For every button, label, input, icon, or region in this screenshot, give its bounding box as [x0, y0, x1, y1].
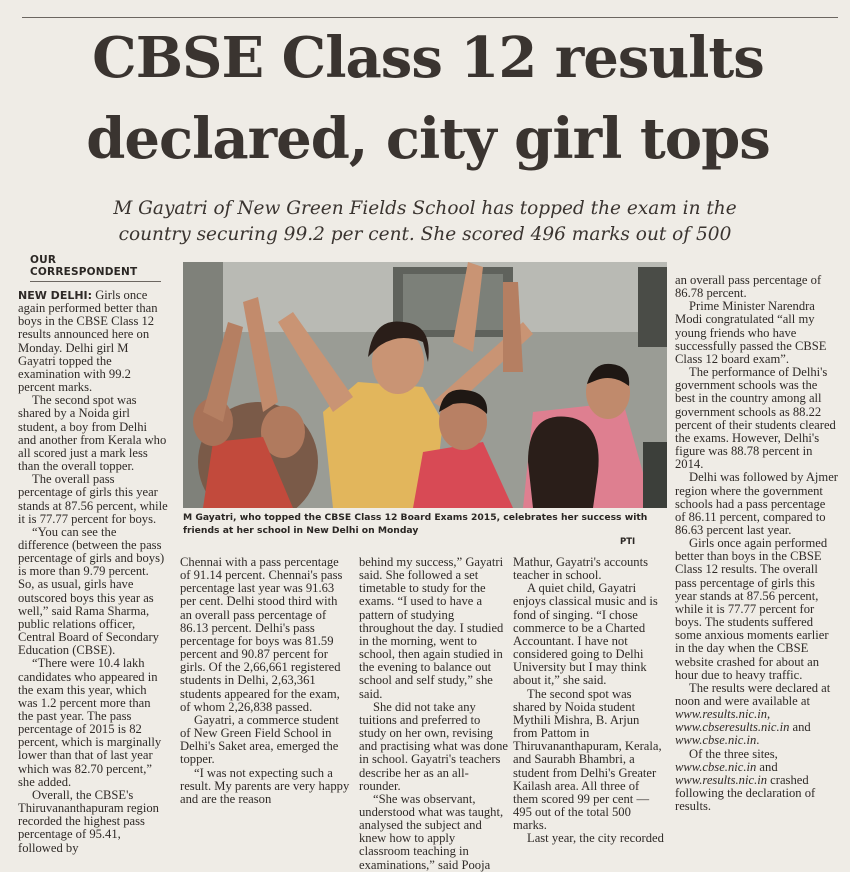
article-paragraph: Overall, the CBSE's Thiruvananthapuram region recorded the highest pass percentage of 95.41, followed by — [18, 787, 159, 855]
website-link[interactable]: www.cbse.nic.in — [675, 733, 757, 748]
news-photo — [183, 262, 667, 508]
article-paragraph — [18, 289, 168, 394]
article-column-5 — [675, 274, 838, 813]
article-paragraph: Mathur, Gayatri's accounts teacher in school. — [513, 555, 649, 583]
dateline: NEW DELHI: — [18, 289, 93, 302]
article-paragraph: Gayatri, a commerce student of New Green Field School in Delhi's Saket area, emerged the topper. — [180, 712, 339, 767]
headline-line-2: declared, city girl tops — [86, 106, 770, 172]
article-paragraph: “There were 10.4 lakh candidates who appeared in the exam this year, which was 1.2 percent more than the past year. The pass percentage of 2015 is 82 percent, which is marginally lower than that of last year which was 82.70 percent,” she added. — [18, 656, 162, 789]
article-paragraph: The performance of Delhi's government schools was the best in the country among all government schools as 88.22 percent of their students cleared the exams. However, Delhi's figure was 88.78 percent in 2014. — [675, 365, 836, 472]
article-paragraph: The overall pass percentage of girls this year stands at 87.56 percent, while it is 77.77 percent for boys. — [18, 472, 168, 526]
article-column-3 — [359, 556, 509, 872]
paragraph-text: The results were declared at noon and were available at — [675, 680, 831, 708]
article-paragraph: Chennai with a pass percentage of 91.14 percent. Chennai's pass percentage last year was 91.63 per cent. Delhi stood third with an overall pass percentage of 86.13 percent. Delhi's pass percentage for boys was 81.59 percent and 90.87 percent for girls. Of the 2,66,661 registered students in Delhi, 2,63,361 students appeared for the exam, of whom 2,26,838 passed. — [180, 555, 343, 714]
byline: OUR CORRESPONDENT — [30, 254, 161, 282]
paragraph-text: crashed following the declaration of results. — [675, 772, 816, 814]
top-rule — [22, 17, 838, 18]
photo-illustration — [183, 262, 667, 508]
deck-line-2: country securing 99.2 per cent. She scored 496 marks out of 500 — [118, 224, 732, 245]
separator-text: , — [767, 707, 771, 722]
photo-caption: M Gayatri, who topped the CBSE Class 12 Board Exams 2015, celebrates her success with friends at her school in New Delhi on Monday — [183, 512, 648, 536]
separator-text: and — [756, 759, 778, 774]
separator-text: and — [789, 720, 811, 735]
article-column-1 — [18, 289, 168, 855]
article-paragraph: “You can see the difference (between the pass percentage of girls and boys) is more than 9.79 percent. So, as usual, girls have outscored boys this year as well,” said Rama Sharma, public relations officer, Central Board of Secondary Education (CBSE). — [18, 524, 165, 658]
article-paragraph: Prime Minister Narendra Modi congratulated “all my young friends who have successfully passed the CBSE Class 12 board exam”. — [675, 299, 827, 366]
website-link[interactable]: www.cbse.nic.in — [675, 759, 757, 774]
article-paragraph: The second spot was shared by Noida student Mythili Mishra, B. Arjun from Pattom in Thiruvananthapuram, Kerala, and Saurabh Bhambri, a student from Delhi's Greater Kailash area. All three of them scored 99 per cent — 495 out of the total 500 marks. — [513, 686, 662, 833]
photo-credit: PTI — [620, 537, 636, 547]
article-paragraph: an overall pass percentage of 86.78 percent. — [675, 273, 822, 301]
article-paragraph — [675, 748, 838, 814]
article-paragraph: Delhi was followed by Ajmer region where the government schools had a pass percentage of 86.11 percent, compared to 86.63 percent last year. — [675, 470, 838, 537]
article-paragraph: “She was observant, understood what was taught, analysed the subject and knew how to apply classroom teaching in examinations,” said Pooja — [359, 791, 504, 872]
article-paragraph: behind my success,” Gayatri said. She followed a set timetable to study for the exams. “I used to have a pattern of studying throughout the day. I studied in the morning, went to school, then again studied in the evening to balance out school and self study,” she said. — [359, 555, 504, 701]
article-column-4 — [513, 556, 665, 845]
website-link[interactable]: www.results.nic.in — [675, 707, 768, 722]
article-column-2 — [180, 556, 352, 806]
article-paragraph: She did not take any tuitions and preferred to study on her own, revising and practising what was done in school. Gayatri's teachers describe her as an all-rounder. — [359, 699, 508, 793]
separator-text: . — [756, 733, 760, 748]
article-paragraph: Last year, the city recorded — [527, 831, 664, 846]
article-paragraph: A quiet child, Gayatri enjoys classical music and is fond of singing. “I chose commerce to be a Charted Accountant. I have not considered going to Delhi University but I may think about it,” she said. — [513, 581, 658, 688]
article-paragraph: “I was not expecting such a result. My parents are very happy and are the reason — [180, 765, 350, 806]
paragraph-text: Girls once again performed better than boys in the CBSE Class 12 results announced here on Monday. Delhi girl M Gayatri topped the examination with 99.2 percent marks. — [18, 288, 158, 395]
headline-line-1: CBSE Class 12 results — [92, 25, 764, 91]
website-link[interactable]: www.cbseresults.nic.in — [675, 720, 790, 735]
article-paragraph — [675, 682, 838, 748]
paragraph-text: Of the three sites, — [689, 746, 778, 761]
article-paragraph: The second spot was shared by a Noida girl student, a boy from Delhi and another from Kerala who all scored just a mark less than the overall topper. — [18, 393, 167, 474]
article-paragraph: Girls once again performed better than boys in the CBSE Class 12 results. The overall pass percentage of girls this year stands at 87.56 percent, while it is 77.77 percent for boys. The students suffered some anxious moments earlier in the day when the CBSE website crashed for about an hour due to heavy traffic. — [675, 536, 829, 682]
deck-line-1: M Gayatri of New Green Fields School has topped the exam in the — [113, 198, 737, 219]
website-link[interactable]: www.results.nic.in — [675, 772, 768, 787]
